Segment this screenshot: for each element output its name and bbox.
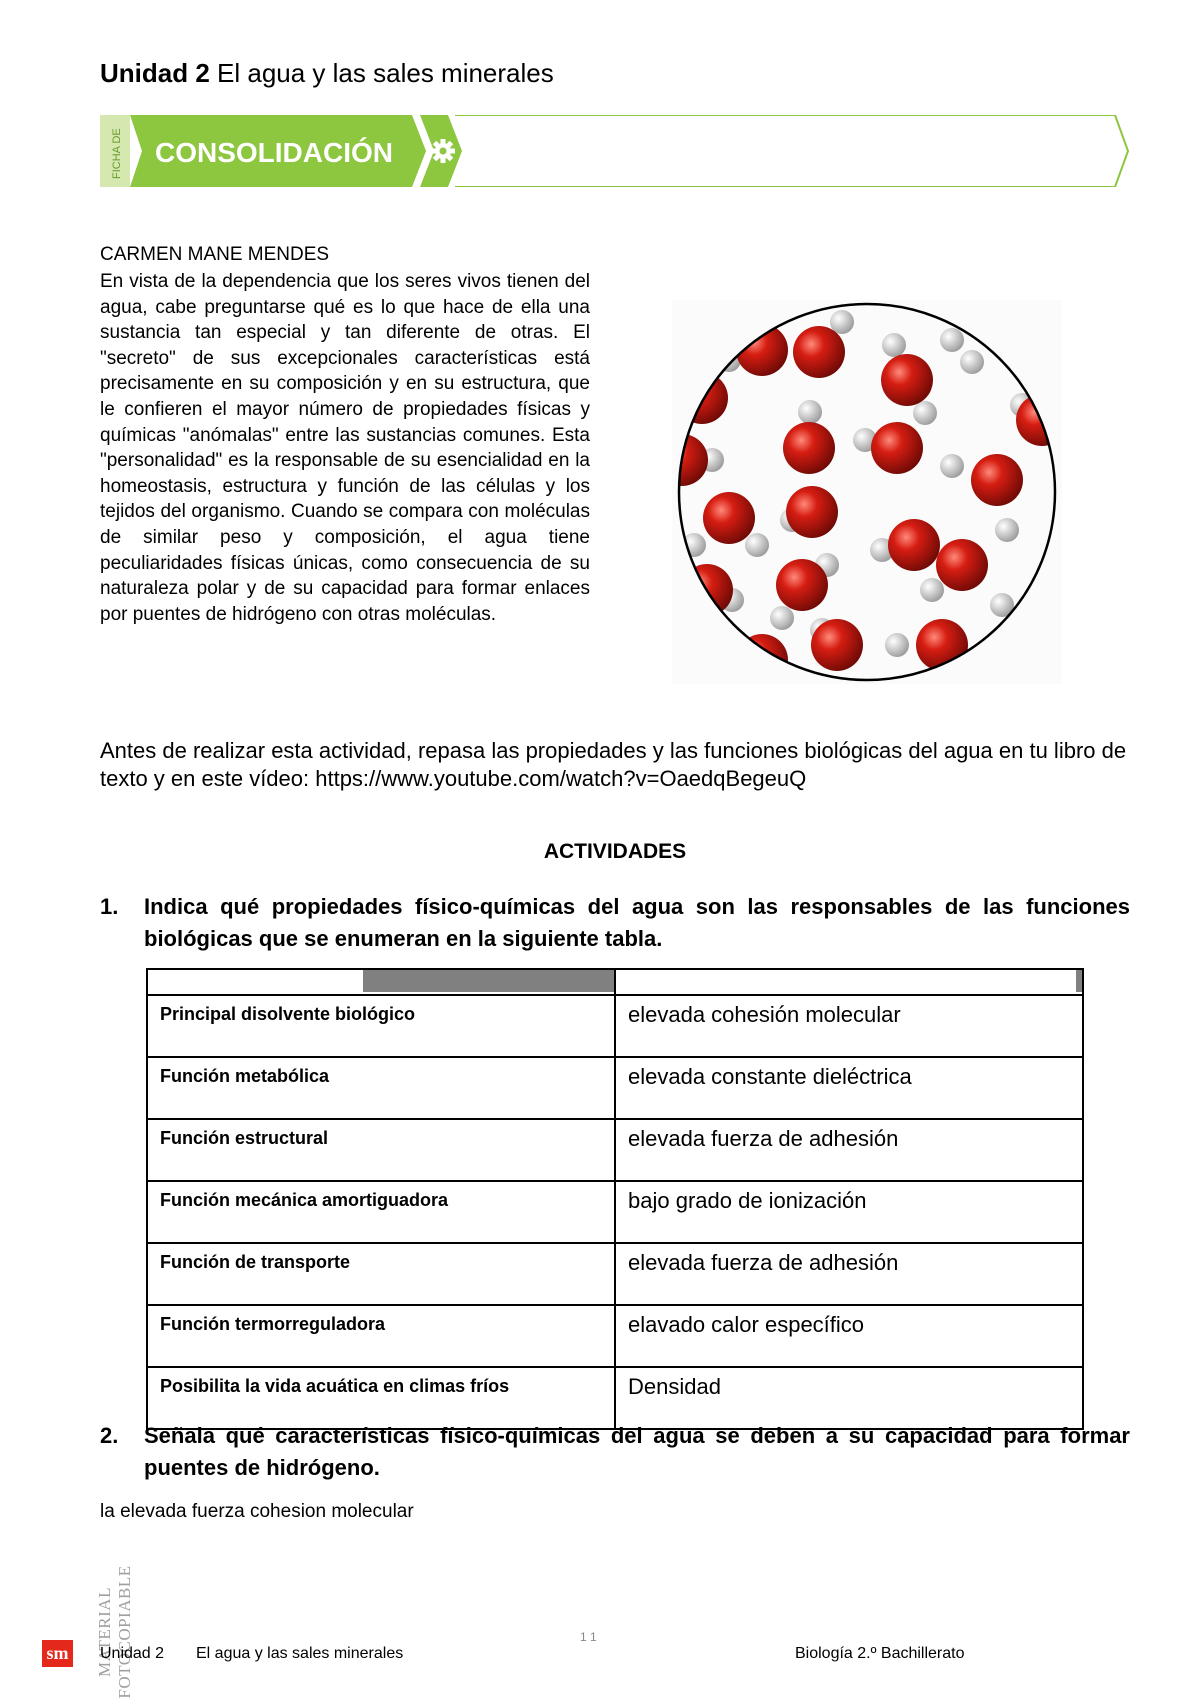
question-1-number: 1. — [100, 894, 119, 919]
footer-page-number: 1 1 — [580, 1630, 597, 1644]
intro-paragraph: En vista de la dependencia que los seres vivos tienen del agua, cabe preguntarse qué es lo que hace de ella una sustancia tan especial y tan diferente de otras. El "secreto" de sus excepcionales características está precisamente en su composición y en su estructura, que le confieren el mayor número de propiedades físicas y químicas "anómalas" entre las sustancias comunes. Esta "personalidad" es la responsable de su esencialidad en la homeostasis, estructura y función de las células y los tejidos del organismo. Cuando se compara con moléculas de similar peso y composición, el agua tiene peculiaridades físicas únicas, como consecuencia de su naturaleza polar y de su capacidad para formar enlaces por puentes de hidrógeno con otras moléculas. — [100, 271, 590, 625]
property-cell[interactable]: elavado calor específico — [615, 1305, 1083, 1367]
property-cell[interactable]: Densidad — [615, 1367, 1083, 1429]
question-1 — [100, 891, 1130, 955]
unit-title: El agua y las sales minerales — [217, 58, 554, 88]
sm-logo: sm — [42, 1640, 73, 1667]
function-cell: Función mecánica amortiguadora — [147, 1181, 615, 1243]
property-cell[interactable]: elevada fuerza de adhesión — [615, 1243, 1083, 1305]
photocopiable-side-label: MATERIAL FOTOCOPIABLE — [95, 1565, 134, 1699]
function-cell: Función estructural — [147, 1119, 615, 1181]
functions-properties-table — [146, 968, 1084, 1430]
table-header-cell — [147, 969, 615, 995]
function-cell: Posibilita la vida acuática en climas fríos — [147, 1367, 615, 1429]
question-2-text: Señala qué características físico-químicas del agua se deben a su capacidad para formar puentes de hidrógeno. — [144, 1423, 1130, 1480]
table-row — [147, 1119, 1083, 1181]
page-title — [100, 58, 554, 89]
header-shade — [363, 970, 614, 992]
function-cell: Principal disolvente biológico — [147, 995, 615, 1057]
question-2-number: 2. — [100, 1423, 119, 1448]
activities-heading: ACTIVIDADES — [543, 840, 687, 863]
table-row — [147, 1305, 1083, 1367]
table-row — [147, 1243, 1083, 1305]
footer-unit: Unidad 2 — [100, 1645, 165, 1662]
footer-topic: El agua y las sales minerales — [196, 1645, 404, 1662]
review-instructions: Antes de realizar esta actividad, repasa las propiedades y las funciones biológicas del agua en tu libro de texto y en este vídeo: https://www.youtube.com/watch?v=OaedqBegeuQ — [100, 738, 1127, 791]
question-2 — [100, 1420, 1130, 1484]
table-header-row — [147, 969, 1083, 995]
question-1-text: Indica qué propiedades físico-químicas del agua son las responsables de las funciones biológicas que se enumeran en la siguiente tabla. — [144, 894, 1130, 951]
table-row — [147, 995, 1083, 1057]
function-cell: Función metabólica — [147, 1057, 615, 1119]
function-cell: Función de transporte — [147, 1243, 615, 1305]
property-cell[interactable]: elevada fuerza de adhesión — [615, 1119, 1083, 1181]
header-shade — [1076, 970, 1082, 992]
table-header-cell — [615, 969, 1083, 995]
table-row — [147, 1181, 1083, 1243]
footer-course: Biología 2.º Bachillerato — [795, 1645, 965, 1662]
banner-outline — [455, 115, 1128, 187]
property-cell[interactable]: elevada cohesión molecular — [615, 995, 1083, 1057]
table-row — [147, 1057, 1083, 1119]
gear-icon — [431, 139, 455, 163]
author-name: CARMEN MANE MENDES — [100, 244, 330, 265]
consolidation-banner — [100, 115, 1130, 187]
function-cell: Función termorreguladora — [147, 1305, 615, 1367]
property-cell[interactable]: bajo grado de ionización — [615, 1181, 1083, 1243]
banner-label: CONSOLIDACIÓN — [155, 137, 393, 168]
banner-prefix: FICHA DE — [111, 128, 123, 179]
water-molecules-illustration — [672, 300, 1062, 684]
answer-2-text[interactable]: la elevada fuerza cohesion molecular — [100, 1501, 414, 1522]
property-cell[interactable]: elevada constante dieléctrica — [615, 1057, 1083, 1119]
unit-label: Unidad 2 — [100, 58, 210, 88]
